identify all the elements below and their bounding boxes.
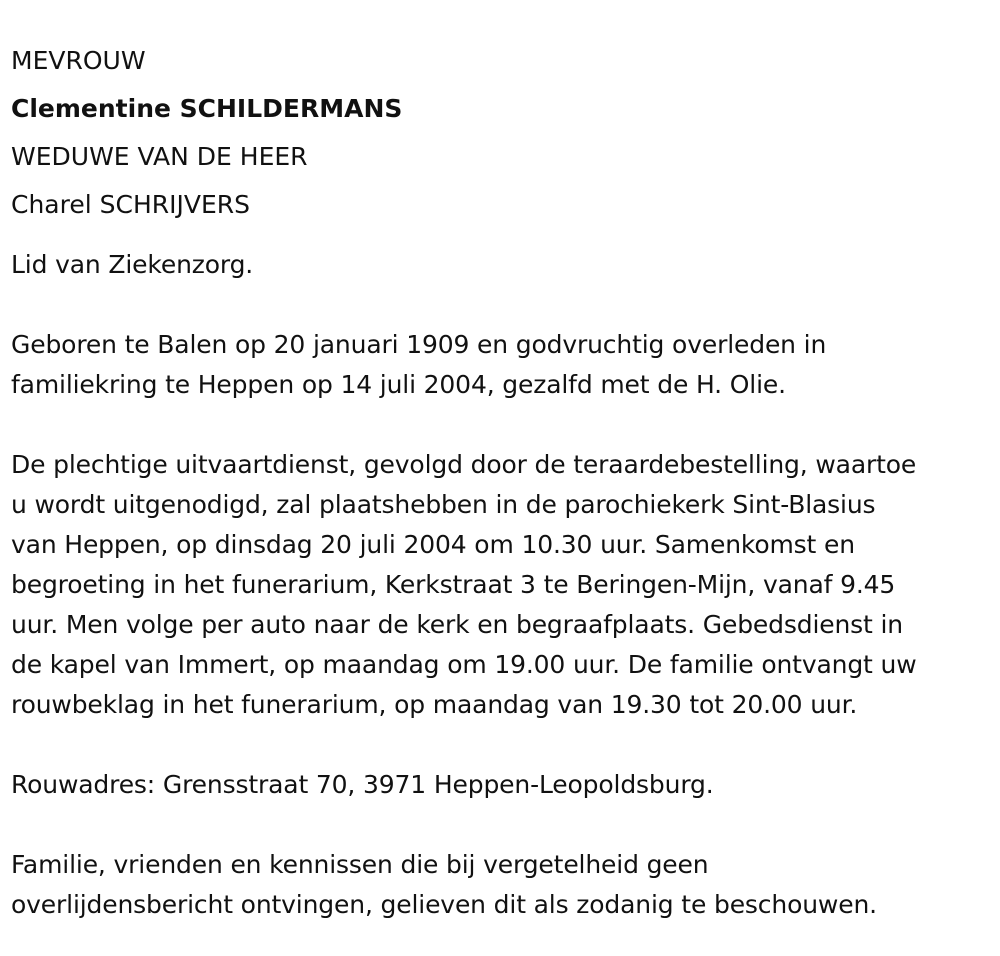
spouse-name: Charel SCHRIJVERS: [11, 190, 251, 219]
obituary-document: [11, 37, 996, 925]
birth-death-paragraph: [11, 325, 996, 405]
birth-death-line: Geboren te Balen op 20 januari 1909 en godvruchtig overleden in: [11, 330, 827, 359]
address-text: Rouwadres: Grensstraat 70, 3971 Heppen-Leopoldsburg.: [11, 770, 714, 799]
title-line: MEVROUW: [11, 46, 146, 75]
funeral-paragraph: [11, 445, 996, 725]
deceased-name: Clementine SCHILDERMANS: [11, 94, 403, 123]
birth-death-line: familiekring te Heppen op 14 juli 2004, gezalfd met de H. Olie.: [11, 370, 786, 399]
relation-line: WEDUWE VAN DE HEER: [11, 142, 308, 171]
funeral-line: uur. Men volge per auto naar de kerk en begraafplaats. Gebedsdienst in: [11, 610, 903, 639]
funeral-line: De plechtige uitvaartdienst, gevolgd door de teraardebestelling, waartoe: [11, 450, 917, 479]
funeral-line: u wordt uitgenodigd, zal plaatshebben in de parochiekerk Sint-Blasius: [11, 490, 876, 519]
closing-paragraph: [11, 845, 996, 925]
closing-line: overlijdensbericht ontvingen, gelieven dit als zodanig te beschouwen.: [11, 890, 877, 919]
membership-text: Lid van Ziekenzorg.: [11, 250, 254, 279]
address-paragraph: [11, 765, 996, 805]
funeral-line: begroeting in het funerarium, Kerkstraat 3 te Beringen-Mijn, vanaf 9.45: [11, 570, 896, 599]
funeral-line: de kapel van Immert, op maandag om 19.00 uur. De familie ontvangt uw: [11, 650, 917, 679]
funeral-line: rouwbeklag in het funerarium, op maandag van 19.30 tot 20.00 uur.: [11, 690, 858, 719]
closing-line: Familie, vrienden en kennissen die bij vergetelheid geen: [11, 850, 709, 879]
funeral-line: van Heppen, op dinsdag 20 juli 2004 om 10.30 uur. Samenkomst en: [11, 530, 855, 559]
membership-line: [11, 245, 996, 285]
